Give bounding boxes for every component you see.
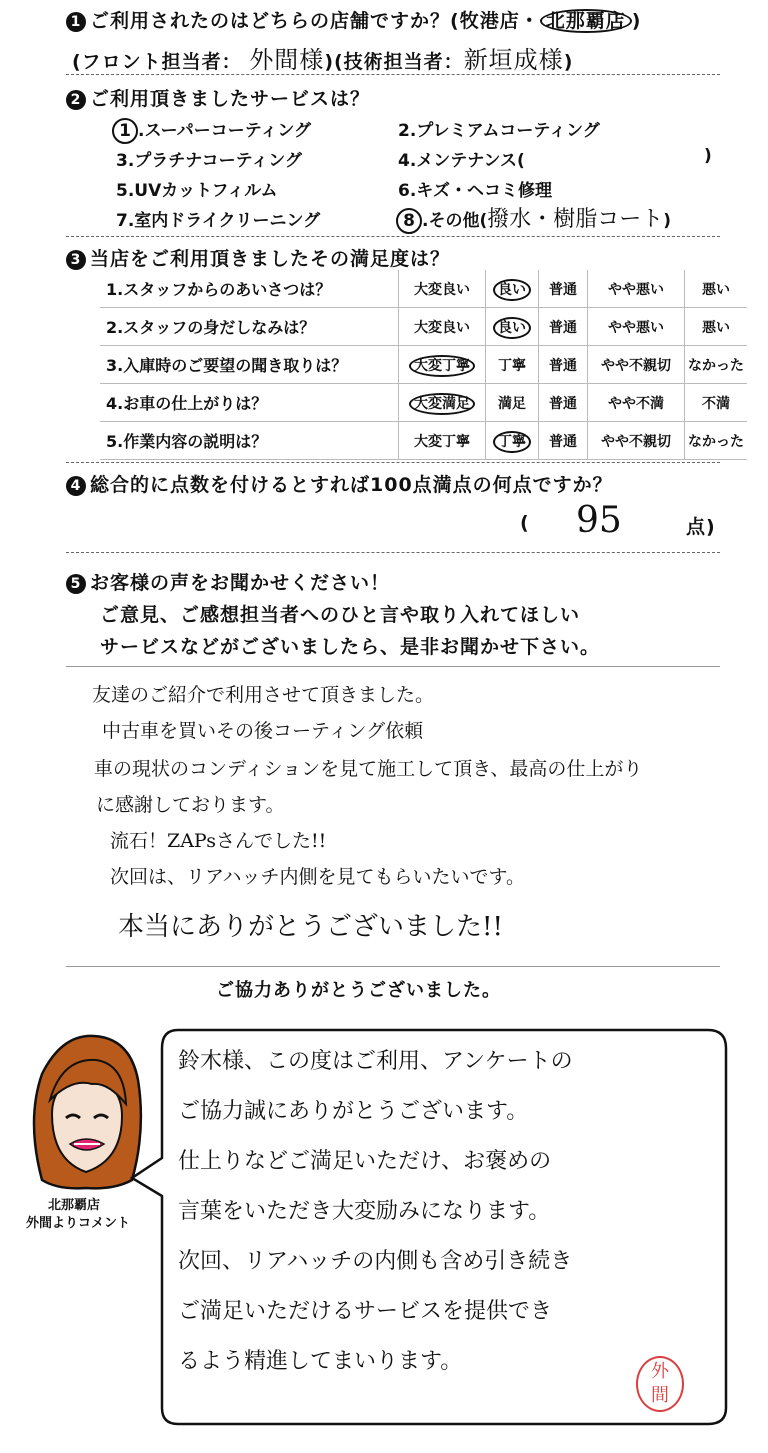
- service-1-label: .スーパーコーティング: [138, 121, 312, 141]
- comment-line: 仕上りなどご満足いただけ、お褒めの: [178, 1149, 552, 1174]
- service-6: [398, 176, 552, 201]
- staff-store: 北那覇店: [48, 1198, 101, 1213]
- q3-heading: [66, 244, 450, 271]
- option: 普通: [549, 319, 577, 336]
- q5-sub-2: サービスなどがございましたら、是非お聞かせ下さい。: [100, 636, 601, 658]
- option: やや不親切: [601, 433, 671, 450]
- service-1-mark: 1: [112, 118, 138, 144]
- option-selected: 良い: [493, 279, 531, 301]
- option-selected: 大変満足: [409, 393, 475, 415]
- service-5-no: 5: [116, 181, 128, 201]
- option: 普通: [549, 357, 577, 374]
- divider: [66, 236, 720, 237]
- option: やや悪い: [608, 281, 664, 298]
- row-question: 5.作業内容の説明は？: [100, 422, 399, 460]
- service-6-label: .キズ・ヘコミ修理: [409, 181, 552, 201]
- q5-sub-1: ご意見、ご感想担当者へのひと言や取り入れてほしい: [100, 604, 581, 626]
- service-3-label: .プラチナコーティング: [127, 151, 302, 171]
- feedback-line: 中古車を買いその後コーティング依頼: [102, 720, 424, 742]
- service-3: [116, 146, 302, 171]
- comment-line: るよう精進してまいります。: [178, 1349, 463, 1374]
- feedback-line: 友達のご紹介で利用させて頂きました。: [92, 684, 435, 706]
- q4-text: 総合的に点数を付けるとすれば100点満点の何点ですか？: [90, 474, 613, 496]
- service-7-label: .室内ドライクリーニング: [127, 211, 321, 231]
- comment-line: 次回、リアハッチの内側も含め引き続き: [178, 1249, 573, 1274]
- other-value: 撥水・樹脂コート: [487, 207, 664, 232]
- q1-close: ): [631, 10, 642, 32]
- stamp-bottom: 間: [651, 1385, 669, 1406]
- table-row: [100, 422, 747, 460]
- feedback-line: 流石！ZAPsさんでした!!: [110, 830, 327, 852]
- service-4: [398, 146, 525, 171]
- service-7-no: 7: [116, 211, 128, 231]
- row-question: 4.お車の仕上がりは？: [100, 384, 399, 422]
- feedback-line: に感謝しております。: [96, 794, 285, 816]
- q5-heading: [66, 568, 390, 595]
- option: 大変良い: [414, 319, 470, 336]
- q1-line: [66, 6, 641, 33]
- option: 普通: [549, 281, 577, 298]
- service-1: [112, 116, 311, 144]
- option: 大変良い: [414, 281, 470, 298]
- option: 不満: [702, 395, 730, 412]
- comment-line: 言葉をいただき大変励みになります。: [178, 1199, 551, 1224]
- service-6-no: 6: [398, 181, 410, 201]
- option: やや不満: [608, 395, 664, 412]
- hanko-stamp: [636, 1356, 684, 1412]
- service-2: [398, 116, 600, 141]
- row-question: 3.入庫時のご要望の聞き取りは？: [100, 346, 399, 384]
- stamp-top: 外: [651, 1361, 669, 1382]
- table-row: [100, 270, 747, 308]
- option: やや不親切: [601, 357, 671, 374]
- thanks-text: ご協力ありがとうございました。: [216, 980, 501, 1001]
- front-name: 外間様: [249, 46, 325, 74]
- table-row: [100, 384, 747, 422]
- service-2-no: 2: [398, 121, 410, 141]
- option: 普通: [549, 433, 577, 450]
- feedback-line: 次回は、リアハッチ内側を見てもらいたいです。: [110, 866, 525, 888]
- q2-number: 2: [66, 90, 86, 110]
- satisfaction-table: [100, 270, 747, 460]
- divider: [66, 666, 720, 667]
- q5-number: 5: [66, 574, 86, 594]
- tech-label: )(技術担当者：: [324, 51, 464, 73]
- divider: [66, 966, 720, 967]
- option: 大変丁寧: [414, 433, 470, 450]
- tech-name: 新垣成様: [463, 46, 564, 74]
- q4-number: 4: [66, 476, 86, 496]
- score-open: (: [520, 512, 530, 534]
- option: 悪い: [702, 281, 730, 298]
- service-4-label: .メンテナンス(: [409, 151, 525, 171]
- q4-heading: [66, 470, 613, 497]
- option: 悪い: [702, 319, 730, 336]
- staff-caption: 外間よりコメント: [26, 1216, 131, 1231]
- table-row: [100, 308, 747, 346]
- service-4-no: 4: [398, 151, 410, 171]
- feedback-line: 車の現状のコンディションを見て施工して頂き、最高の仕上がり: [94, 758, 643, 780]
- divider: [66, 74, 720, 75]
- option: 普通: [549, 395, 577, 412]
- service-7: [116, 206, 320, 231]
- comment-line: ご満足いただけるサービスを提供でき: [178, 1299, 553, 1324]
- score-unit: 点): [686, 516, 716, 538]
- staff-line: [72, 40, 573, 75]
- q1-text: ご利用されたのはどちらの店舗ですか？(: [90, 10, 460, 32]
- option: やや悪い: [608, 319, 664, 336]
- q1-number: 1: [66, 12, 86, 32]
- feedback-line: 本当にありがとうございました!!: [118, 912, 503, 942]
- service-5-label: .UVカットフィルム: [127, 181, 278, 201]
- service-8-label: .その他(: [422, 211, 488, 231]
- q2-heading: [66, 84, 370, 111]
- service-4-close: ): [704, 146, 712, 166]
- table-row: [100, 346, 747, 384]
- option-selected: 良い: [493, 317, 531, 339]
- option: 丁寧: [498, 357, 526, 374]
- front-label: (フロント担当者：: [72, 51, 242, 73]
- service-5: [116, 176, 278, 201]
- option: なかった: [688, 357, 744, 374]
- service-3-no: 3: [116, 151, 128, 171]
- comment-line: ご協力誠にありがとうございます。: [178, 1099, 529, 1124]
- row-question: 2.スタッフの身だしなみは？: [100, 308, 399, 346]
- q3-text: 当店をご利用頂きましたその満足度は？: [90, 248, 451, 270]
- store-selected: 北那覇店: [540, 9, 632, 33]
- option-selected: 丁寧: [493, 431, 531, 453]
- other-close: ): [663, 211, 672, 231]
- comment-line: 鈴木様、この度はご利用、アンケートの: [178, 1049, 573, 1074]
- option-selected: 大変丁寧: [409, 355, 475, 377]
- q2-text: ご利用頂きましたサービスは？: [90, 88, 371, 110]
- q5-text: お客様の声をお聞かせください！: [90, 572, 391, 594]
- store-option-makiminato: 牧港店・: [459, 10, 540, 32]
- divider: [66, 552, 720, 553]
- service-8-mark: 8: [396, 208, 422, 234]
- score-value: 95: [576, 500, 622, 541]
- option: なかった: [688, 433, 744, 450]
- divider: [66, 462, 720, 463]
- option: 満足: [498, 395, 526, 412]
- q3-number: 3: [66, 250, 86, 270]
- service-2-label: .プレミアムコーティング: [409, 121, 600, 141]
- tech-close: ): [563, 51, 574, 73]
- service-8: [396, 202, 671, 234]
- row-question: 1.スタッフからのあいさつは？: [100, 270, 399, 308]
